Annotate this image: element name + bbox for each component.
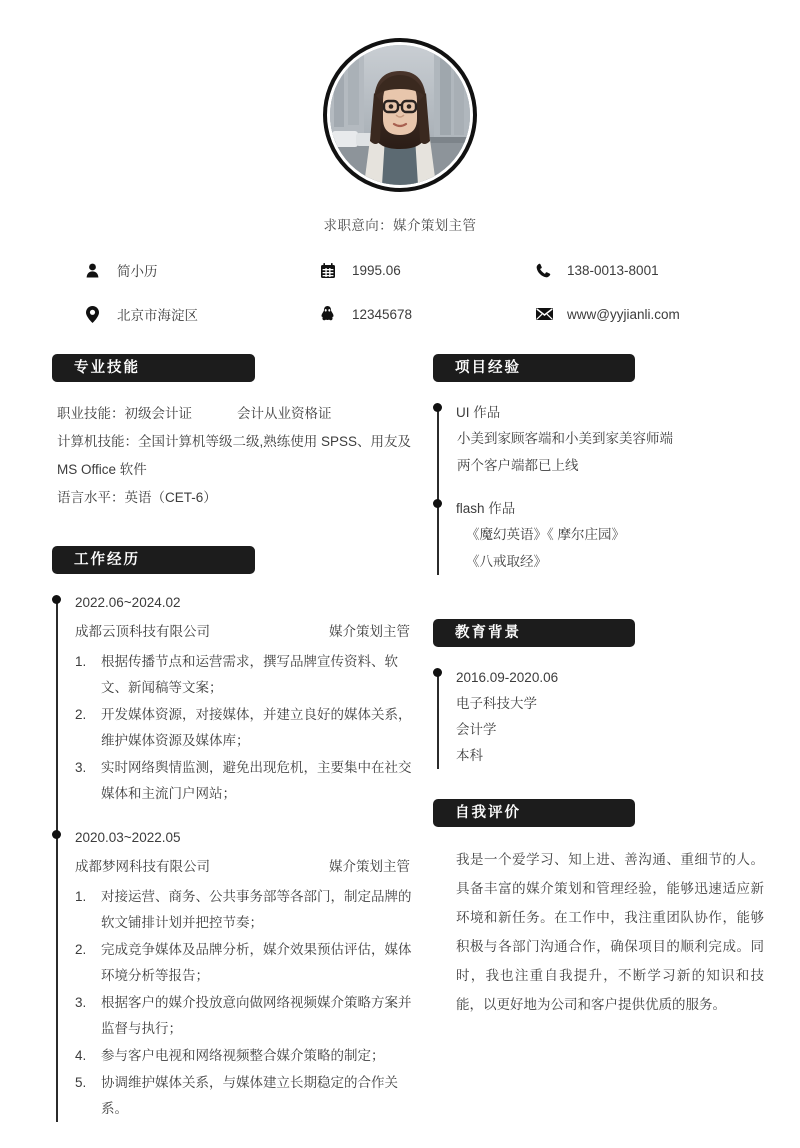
education-major: 会计学 (456, 722, 497, 737)
evaluation-text: 我是一个爱学习、知上进、善沟通、重细节的人。具备丰富的媒介策划和管理经验，能够迅速适应新环境和新任务。在工作中，我注重团队协作，能够积极与各部门沟通合作，确保项目的顺利完成。同时，我也注重自我提升，不断学习新的知识和技能，以更好地为公司和客户提供优质的服务。 (456, 852, 764, 1012)
work-company-row (75, 621, 420, 643)
work-bullet (75, 755, 420, 807)
calendar-icon (321, 263, 341, 278)
education-date: 2016.09-2020.06 (456, 670, 559, 685)
education-degree: 本科 (456, 748, 483, 763)
project-line: 两个客户端都已上线 (457, 458, 579, 473)
contact-location (86, 304, 321, 324)
project-line: 小美到家顾客端和小美到家美容师端 (457, 431, 673, 446)
content-columns (0, 354, 800, 1148)
bullet-text: 参与客户电视和网络视频整合媒介策略的制定； (101, 1048, 385, 1063)
education-school: 电子科技大学 (456, 696, 537, 711)
work-bullet (75, 1043, 420, 1069)
contact-name-value: 简小历 (117, 264, 158, 279)
qq-icon (321, 306, 341, 322)
bullet-number: 5. (75, 1075, 87, 1090)
bullet-number: 3. (75, 760, 87, 775)
contact-phone-value: 138-0013-8001 (567, 262, 659, 278)
right-column (420, 354, 800, 1148)
contact-birthdate (321, 260, 536, 280)
skill-line: MS Office 软件 (57, 462, 147, 477)
work-bullet (75, 990, 420, 1042)
contact-phone (536, 260, 744, 280)
contact-qq-value: 12345678 (352, 306, 413, 322)
person-icon (86, 263, 106, 278)
bullet-text: 实时网络舆情监测，避免出现危机，主要集中在社交媒体和主流门户网站； (101, 760, 412, 801)
bullet-number: 1. (75, 654, 87, 669)
project-title: UI 作品 (456, 405, 501, 420)
bullet-text: 根据客户的媒介投放意向做网络视频媒介策略方案并监督与执行； (101, 995, 412, 1036)
location-icon (86, 306, 106, 323)
contact-birthdate-value: 1995.06 (352, 262, 401, 278)
bullet-text: 根据传播节点和运营需求，撰写品牌宣传资料、软文、新闻稿等文案； (101, 654, 398, 695)
work-bullet (75, 884, 420, 936)
work-date: 2020.03~2022.05 (75, 830, 181, 845)
project-line: 《魔幻英语》《 摩尔庄园》 (466, 527, 626, 542)
section-evaluation (433, 799, 766, 1019)
contact-qq (321, 304, 536, 324)
work-entry (75, 592, 420, 807)
work-position: 媒介策划主管 (329, 624, 410, 639)
email-icon (536, 308, 556, 320)
project-entry (456, 496, 766, 575)
bullet-text: 开发媒体资源，对接媒体，并建立良好的媒体关系，维护媒体资源及媒体库； (101, 707, 412, 748)
section-skills (52, 354, 420, 512)
contact-info (0, 260, 800, 324)
skill-line: 职业技能：初级会计证 会计从业资格证 (57, 406, 332, 421)
work-bullet (75, 702, 420, 754)
left-column (0, 354, 420, 1148)
work-bullet (75, 649, 420, 701)
project-timeline (433, 400, 766, 575)
section-title-education: 教育背景 (433, 619, 635, 647)
skill-line: 计算机技能：全国计算机等级二级,熟练使用 SPSS、用友及 (57, 434, 412, 449)
phone-icon (536, 263, 556, 278)
bullet-number: 1. (75, 889, 87, 904)
work-company: 成都云顶科技有限公司 (75, 624, 210, 639)
bullet-number: 2. (75, 942, 87, 957)
bullet-text: 完成竞争媒体及品牌分析，媒介效果预估评估，媒体环境分析等报告； (101, 942, 412, 983)
project-line: 《八戒取经》 (466, 554, 547, 569)
contact-email-value: www@yyjianli.com (567, 306, 680, 322)
section-title-projects: 项目经验 (433, 354, 635, 382)
work-bullets (75, 649, 420, 807)
work-entry (75, 827, 420, 1122)
resume-header (0, 0, 800, 234)
section-title-evaluation: 自我评价 (433, 799, 635, 827)
bullet-text: 协调维护媒体关系，与媒体建立长期稳定的合作关系。 (101, 1075, 398, 1116)
skills-body (52, 400, 420, 512)
bullet-number: 3. (75, 995, 87, 1010)
contact-email (536, 304, 744, 324)
avatar (330, 45, 470, 185)
work-date: 2022.06~2024.02 (75, 595, 181, 610)
bullet-number: 2. (75, 707, 87, 722)
work-bullets (75, 884, 420, 1122)
work-bullet (75, 937, 420, 989)
education-entry (456, 665, 766, 769)
skill-line: 语言水平：英语（CET-6） (57, 490, 217, 505)
section-work (52, 546, 420, 1122)
work-company: 成都梦网科技有限公司 (75, 859, 210, 874)
section-education (433, 619, 766, 769)
avatar-frame (323, 38, 477, 192)
project-title: flash 作品 (456, 501, 516, 516)
project-entry (456, 400, 766, 479)
education-timeline (433, 665, 766, 769)
job-objective: 求职意向：媒介策划主管 (323, 218, 477, 233)
work-timeline (52, 592, 420, 1122)
contact-location-value: 北京市海淀区 (117, 308, 198, 323)
section-title-work: 工作经历 (52, 546, 255, 574)
section-projects (433, 354, 766, 575)
work-position: 媒介策划主管 (329, 859, 410, 874)
work-company-row (75, 856, 420, 878)
bullet-number: 4. (75, 1048, 87, 1063)
section-title-skills: 专业技能 (52, 354, 255, 382)
contact-name (86, 260, 321, 280)
bullet-text: 对接运营、商务、公共事务部等各部门，制定品牌的软文铺排计划并把控节奏； (101, 889, 412, 930)
work-bullet (75, 1070, 420, 1122)
